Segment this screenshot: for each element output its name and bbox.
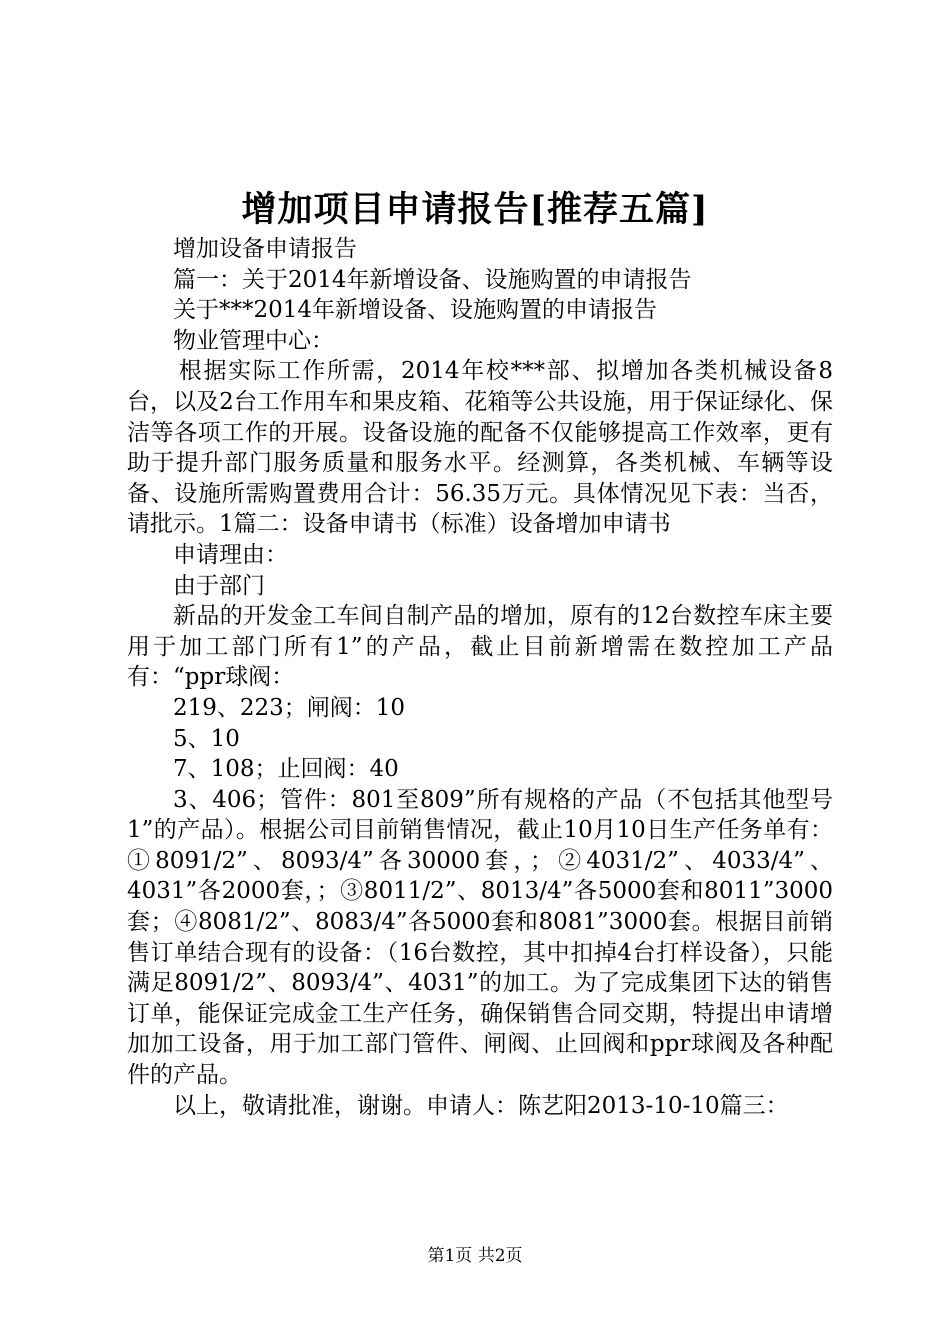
paragraph-3: 关于***2014年新增设备、设施购置的申请报告 bbox=[173, 297, 658, 324]
paragraph-12: 3、406；管件：801至809”所有规格的产品（不包括其他型号1”的产品）。根据公司目前销售情况，截止10月10日生产任务单有：①8091/2”、8093/4”各30000套，；②4031/2”、4033/4”、4031”各2000套，；③8011/2”、8013/4”各5000套和8011”3000套；④8081/2”、8083/4”各5000套和8081”3000套。根据目前销售订单结合现有的设备：（16台数控，其中扣掉4台打样设备），只能满足8091/2”、8093/4”、4031”的加工。为了完成集团下达的销售订单，能保证完成金工生产任务，确保销售合同交期，特提出申请增加加工设备，用于加工部门管件、闸阀、止回阀和ppr球阀及各种配件的产品。 bbox=[127, 786, 833, 1089]
paragraph-5: 根据实际工作所需，2014年校***部、拟增加各类机械设备8台，以及2台工作用车和果皮箱、花箱等公共设施，用于保证绿化、保洁等各项工作的开展。设备设施的配备不仅能够提高工作效率，更有助于提升部门服务质量和服务水平。经测算，各类机械、车辆等设备、设施所需购置费用合计：56.35万元。具体情况见下表：当否，请批示。1篇二：设备申请书（标准）设备增加申请书 bbox=[127, 358, 833, 538]
paragraph-4: 物业管理中心： bbox=[173, 327, 334, 354]
paragraph-13: 以上，敬请批准，谢谢。申请人：陈艺阳2013-10-10篇三： bbox=[173, 1092, 789, 1119]
paragraph-8: 新品的开发金工车间自制产品的增加，原有的12台数控车床主要用于加工部门所有1”的产品，截止目前新增需在数控加工产品有：“ppr球阀： bbox=[127, 603, 833, 691]
document-title: 增加项目申请报告[推荐五篇] bbox=[241, 189, 709, 230]
paragraph-1: 增加设备申请报告 bbox=[173, 236, 357, 262]
paragraph-9: 219、223；闸阀：10 bbox=[173, 694, 406, 721]
paragraph-10: 5、10 bbox=[173, 725, 240, 752]
paragraph-11: 7、108；止回阀：40 bbox=[173, 756, 399, 783]
paragraph-7: 由于部门 bbox=[173, 572, 265, 599]
paragraph-2: 篇一：关于2014年新增设备、设施购置的申请报告 bbox=[173, 266, 692, 293]
page-footer: 第1页 共2页 bbox=[427, 1246, 523, 1266]
document-body bbox=[127, 234, 833, 1121]
paragraph-6: 申请理由： bbox=[173, 541, 288, 568]
